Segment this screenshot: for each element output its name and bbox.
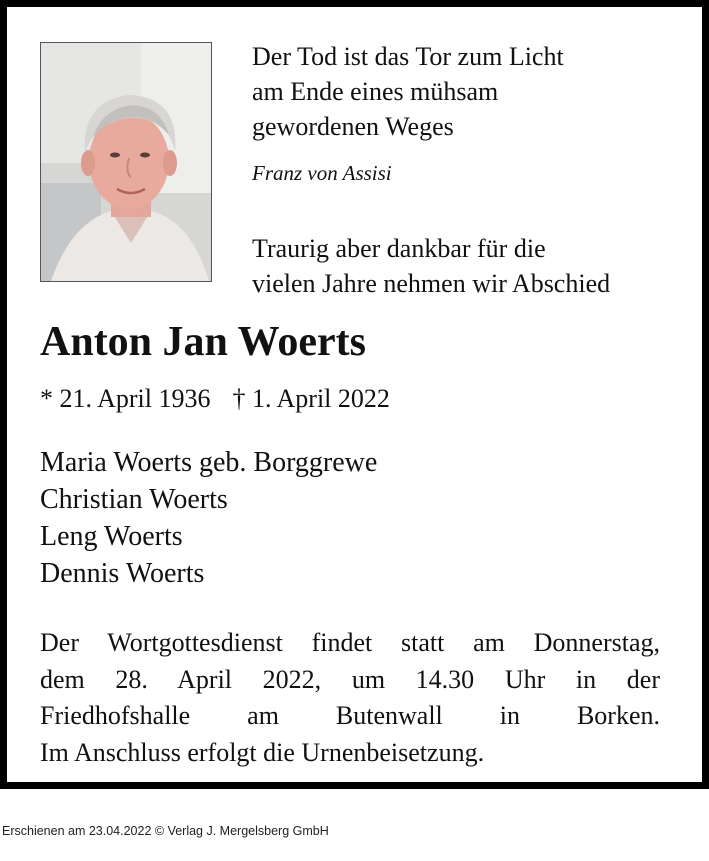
service-info <box>40 625 660 771</box>
publication-footer: Erschienen am 23.04.2022 © Verlag J. Mergelsberg GmbH <box>2 824 329 838</box>
quote-line: am Ende eines mühsam <box>252 77 499 106</box>
portrait-photo <box>40 42 212 282</box>
farewell-line: vielen Jahre nehmen wir Abschied <box>252 269 611 298</box>
service-line: Im Anschluss erfolgt die Urnenbeisetzung. <box>40 737 485 767</box>
mourner-name: Christian Woerts <box>40 484 228 515</box>
farewell-text <box>252 231 610 301</box>
quote <box>252 39 682 144</box>
mourners-list <box>40 444 377 592</box>
mourner-name: Leng Woerts <box>40 521 183 552</box>
life-dates <box>40 382 390 416</box>
service-line: Friedhofshalle am Butenwall in Borken. <box>40 701 660 730</box>
service-line: Der Wortgottesdienst findet statt am Donnerstag, <box>40 628 660 657</box>
quote-line: Der Tod ist das Tor zum Licht <box>252 42 564 71</box>
quote-author: Franz von Assisi <box>252 161 392 185</box>
death-date: † 1. April 2022 <box>232 384 390 413</box>
portrait-image <box>41 43 211 281</box>
service-line: dem 28. April 2022, um 14.30 Uhr in der <box>40 664 660 694</box>
deceased-name: Anton Jan Woerts <box>40 319 366 365</box>
farewell-line: Traurig aber dankbar für die <box>252 234 546 263</box>
birth-date: * 21. April 1936 <box>40 384 211 413</box>
mourner-name: Maria Woerts geb. Borggrewe <box>40 447 378 478</box>
mourner-name: Dennis Woerts <box>40 558 205 589</box>
quote-line: gewordenen Weges <box>252 112 454 141</box>
